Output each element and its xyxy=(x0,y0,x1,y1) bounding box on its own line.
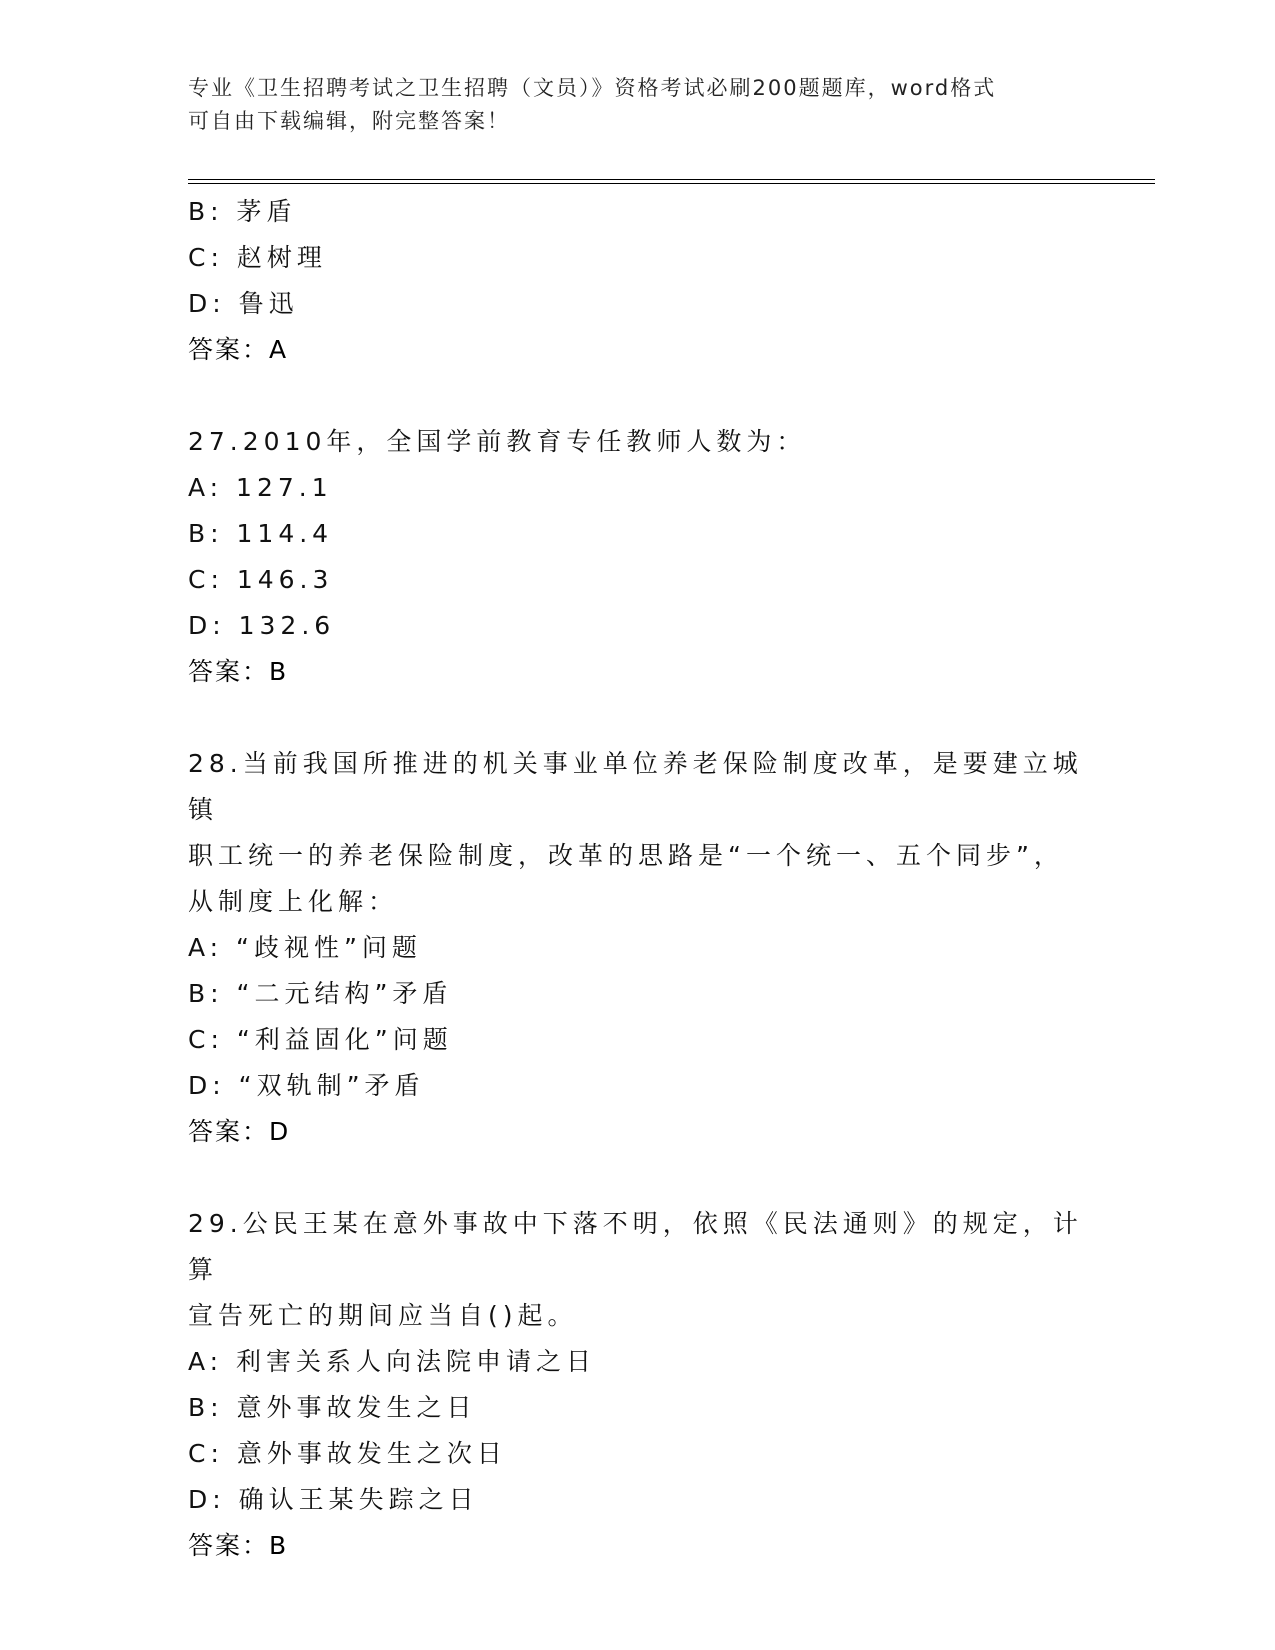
page-header xyxy=(188,72,1088,138)
option-b: B: 茅盾 xyxy=(188,197,297,226)
answer-text: 答案：B xyxy=(188,657,289,686)
question-block-26 xyxy=(188,189,1088,373)
question-text-line-3: 从制度上化解： xyxy=(188,887,399,916)
header-line-2: 可自由下载编辑，附完整答案！ xyxy=(188,109,510,133)
option-c: C: 意外事故发生之次日 xyxy=(188,1439,507,1468)
option-a: A: 127.1 xyxy=(188,473,333,502)
option-c: C: “利益固化”问题 xyxy=(188,1025,453,1054)
answer-text: 答案：A xyxy=(188,335,289,364)
question-block-29 xyxy=(188,1201,1088,1569)
option-c: C: 赵树理 xyxy=(188,243,327,272)
option-b: B: “二元结构”矛盾 xyxy=(188,979,453,1008)
option-b: B: 意外事故发生之日 xyxy=(188,1393,477,1422)
option-d: D: 鲁迅 xyxy=(188,289,299,318)
question-text-line-2: 宣告死亡的期间应当自()起。 xyxy=(188,1301,578,1330)
option-a: A: 利害关系人向法院申请之日 xyxy=(188,1347,597,1376)
question-block-28 xyxy=(188,741,1088,1155)
answer-text: 答案：B xyxy=(188,1531,289,1560)
option-a: A: “歧视性”问题 xyxy=(188,933,422,962)
answer-text: 答案：D xyxy=(188,1117,291,1146)
option-c: C: 146.3 xyxy=(188,565,334,594)
header-divider xyxy=(188,179,1155,184)
question-list xyxy=(188,189,1088,1615)
question-text-line-1: 29.公民王某在意外事故中下落不明，依照《民法通则》的规定，计算 xyxy=(188,1209,1083,1284)
option-d: D: 132.6 xyxy=(188,611,336,640)
question-text-line-2: 职工统一的养老保险制度，改革的思路是“一个统一、五个同步”， xyxy=(188,841,1064,870)
question-text-line-1: 28.当前我国所推进的机关事业单位养老保险制度改革，是要建立城镇 xyxy=(188,749,1083,824)
option-d: D: 确认王某失踪之日 xyxy=(188,1485,479,1514)
header-line-1: 专业《卫生招聘考试之卫生招聘（文员）》资格考试必刷200题题库，word格式 xyxy=(188,76,997,100)
option-b: B: 114.4 xyxy=(188,519,334,548)
question-text: 27.2010年，全国学前教育专任教师人数为： xyxy=(188,427,807,456)
option-d: D: “双轨制”矛盾 xyxy=(188,1071,425,1100)
question-block-27 xyxy=(188,419,1088,695)
